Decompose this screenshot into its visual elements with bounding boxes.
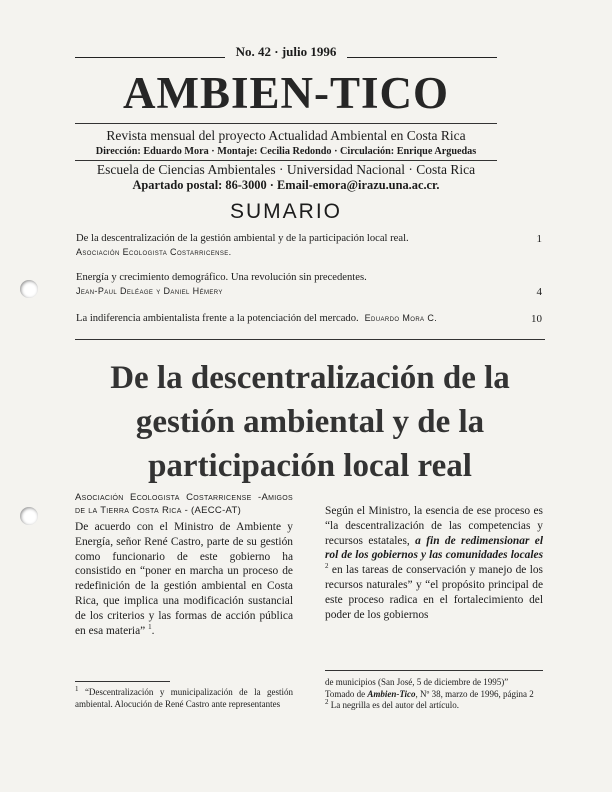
- headline-line-1: De la descentralización de la: [110, 360, 510, 396]
- headline-line-2: gestión ambiental y de la: [135, 404, 485, 440]
- headline-line-3: participación local real: [148, 448, 472, 484]
- toc-item-2-title[interactable]: Energía y crecimiento demográfico. Una revolución sin precedentes.: [76, 272, 367, 283]
- footnote-right: [325, 677, 543, 712]
- footnote-source-title: Ambien-Tico: [367, 688, 416, 699]
- subtitle-line-2: Dirección: Eduardo Mora · Montaje: Cecilia Redondo · Circulación: Enrique Arguedas: [95, 146, 477, 157]
- footnote-right-number: 2: [325, 698, 329, 706]
- footnote-ref-2: 2: [325, 562, 329, 571]
- right-column-emphasis: a fin de redimensionar el rol de los gobiernos y las comunidades locales: [325, 534, 543, 562]
- right-column-text-1: Según el Ministro, la esencia de ese proceso es “la descentralización de las competencias y recursos estatales,: [325, 505, 543, 547]
- toc-item-2-author: Jean-Paul Deléage y Daniel Hémery: [76, 286, 223, 296]
- issue-line: [75, 44, 497, 60]
- subtitle-line-1: Revista mensual del proyecto Actualidad Ambiental en Costa Rica: [106, 128, 466, 143]
- footnote-rule-right: [325, 670, 543, 671]
- masthead-rule: [75, 123, 497, 124]
- left-column-text: De acuerdo con el Ministro de Ambiente y Energía, señor René Castro, parte de su gestión como funcionario de este gobierno ha consistido en “poner en marcha un proceso de redefinición de la gestión ambiental en Costa Rica, que implica una modificación sustancial de los criterios y las formas de acción pública en esa materia”: [75, 521, 293, 637]
- punch-hole-bottom: [20, 507, 38, 525]
- toc-item-1-author: Asociación Ecologista Costarricense.: [76, 247, 232, 257]
- footnote-right-text: La negrilla es del autor del artículo.: [330, 700, 459, 710]
- article-left-column: De acuerdo con el Ministro de Ambiente y Energía, señor René Castro, parte de su gestión como funcionario de este gobierno ha consistido en “poner en marcha un proceso de redefinición de la gestión ambiental en Costa Rica, que implica una modificación sustancial de los criterios y las formas de acción pública en esa materia” $^1$.: [75, 521, 293, 637]
- toc-item-3-author: Eduardo Mora C.: [364, 313, 438, 323]
- sumario-rule: [75, 339, 545, 340]
- masthead-title: AMBIEN-TICO: [122, 68, 450, 118]
- subtitle-rule: [75, 160, 497, 161]
- footnote-left-text: “Descentralización y municipalización de la gestión ambiental. Alocución de René Castro ante representantes: [75, 687, 294, 709]
- toc-item-2-page: 4: [536, 286, 542, 298]
- toc-item-3-title: La indiferencia ambientalista frente a la potenciación del mercado.: [76, 313, 359, 324]
- toc-item-3-page: 10: [531, 313, 542, 325]
- footnote-ref-1: 1: [148, 622, 152, 631]
- toc-item-1-page: 1: [536, 233, 542, 245]
- footnote-source-prefix: Tomado de: [325, 688, 366, 699]
- right-column-text-2: en las tareas de conservación y manejo de los recursos naturales” y “el propósito principal de este proceso radica en el fortalecimiento del poder de los gobiernos: [325, 564, 543, 621]
- footnote-right-line-2: [325, 689, 543, 701]
- footnote-right-line-1: de municipios (San José, 5 de diciembre de 1995)”: [325, 677, 509, 687]
- footnote-left: [75, 687, 293, 710]
- toc-item-3[interactable]: [76, 313, 437, 324]
- issue-number: No. 42 · julio 1996: [232, 44, 341, 59]
- sumario-heading: SUMARIO: [229, 200, 342, 223]
- footnote-right-line-3: [325, 700, 543, 712]
- subtitle-line-4: Apartado postal: 86-3000 · Email-emora@irazu.una.ac.cr.: [132, 178, 440, 192]
- footnote-left-number: 1: [75, 685, 79, 693]
- subtitle-line-3: Escuela de Ciencias Ambientales · Universidad Nacional · Costa Rica: [96, 162, 476, 177]
- footnote-source-suffix: , Nº 38, marzo de 1996, página 2: [415, 688, 534, 699]
- punch-hole-top: [20, 280, 38, 298]
- footnote-rule-left: [75, 681, 170, 682]
- article-author: Asociación Ecologista Costarricense -Amigos de la Tierra Costa Rica - (AECC-AT): [75, 492, 293, 516]
- article-headline: [75, 356, 545, 488]
- toc-item-1-title[interactable]: De la descentralización de la gestión ambiental y de la participación local real.: [76, 233, 409, 244]
- article-right-column: [325, 504, 543, 622]
